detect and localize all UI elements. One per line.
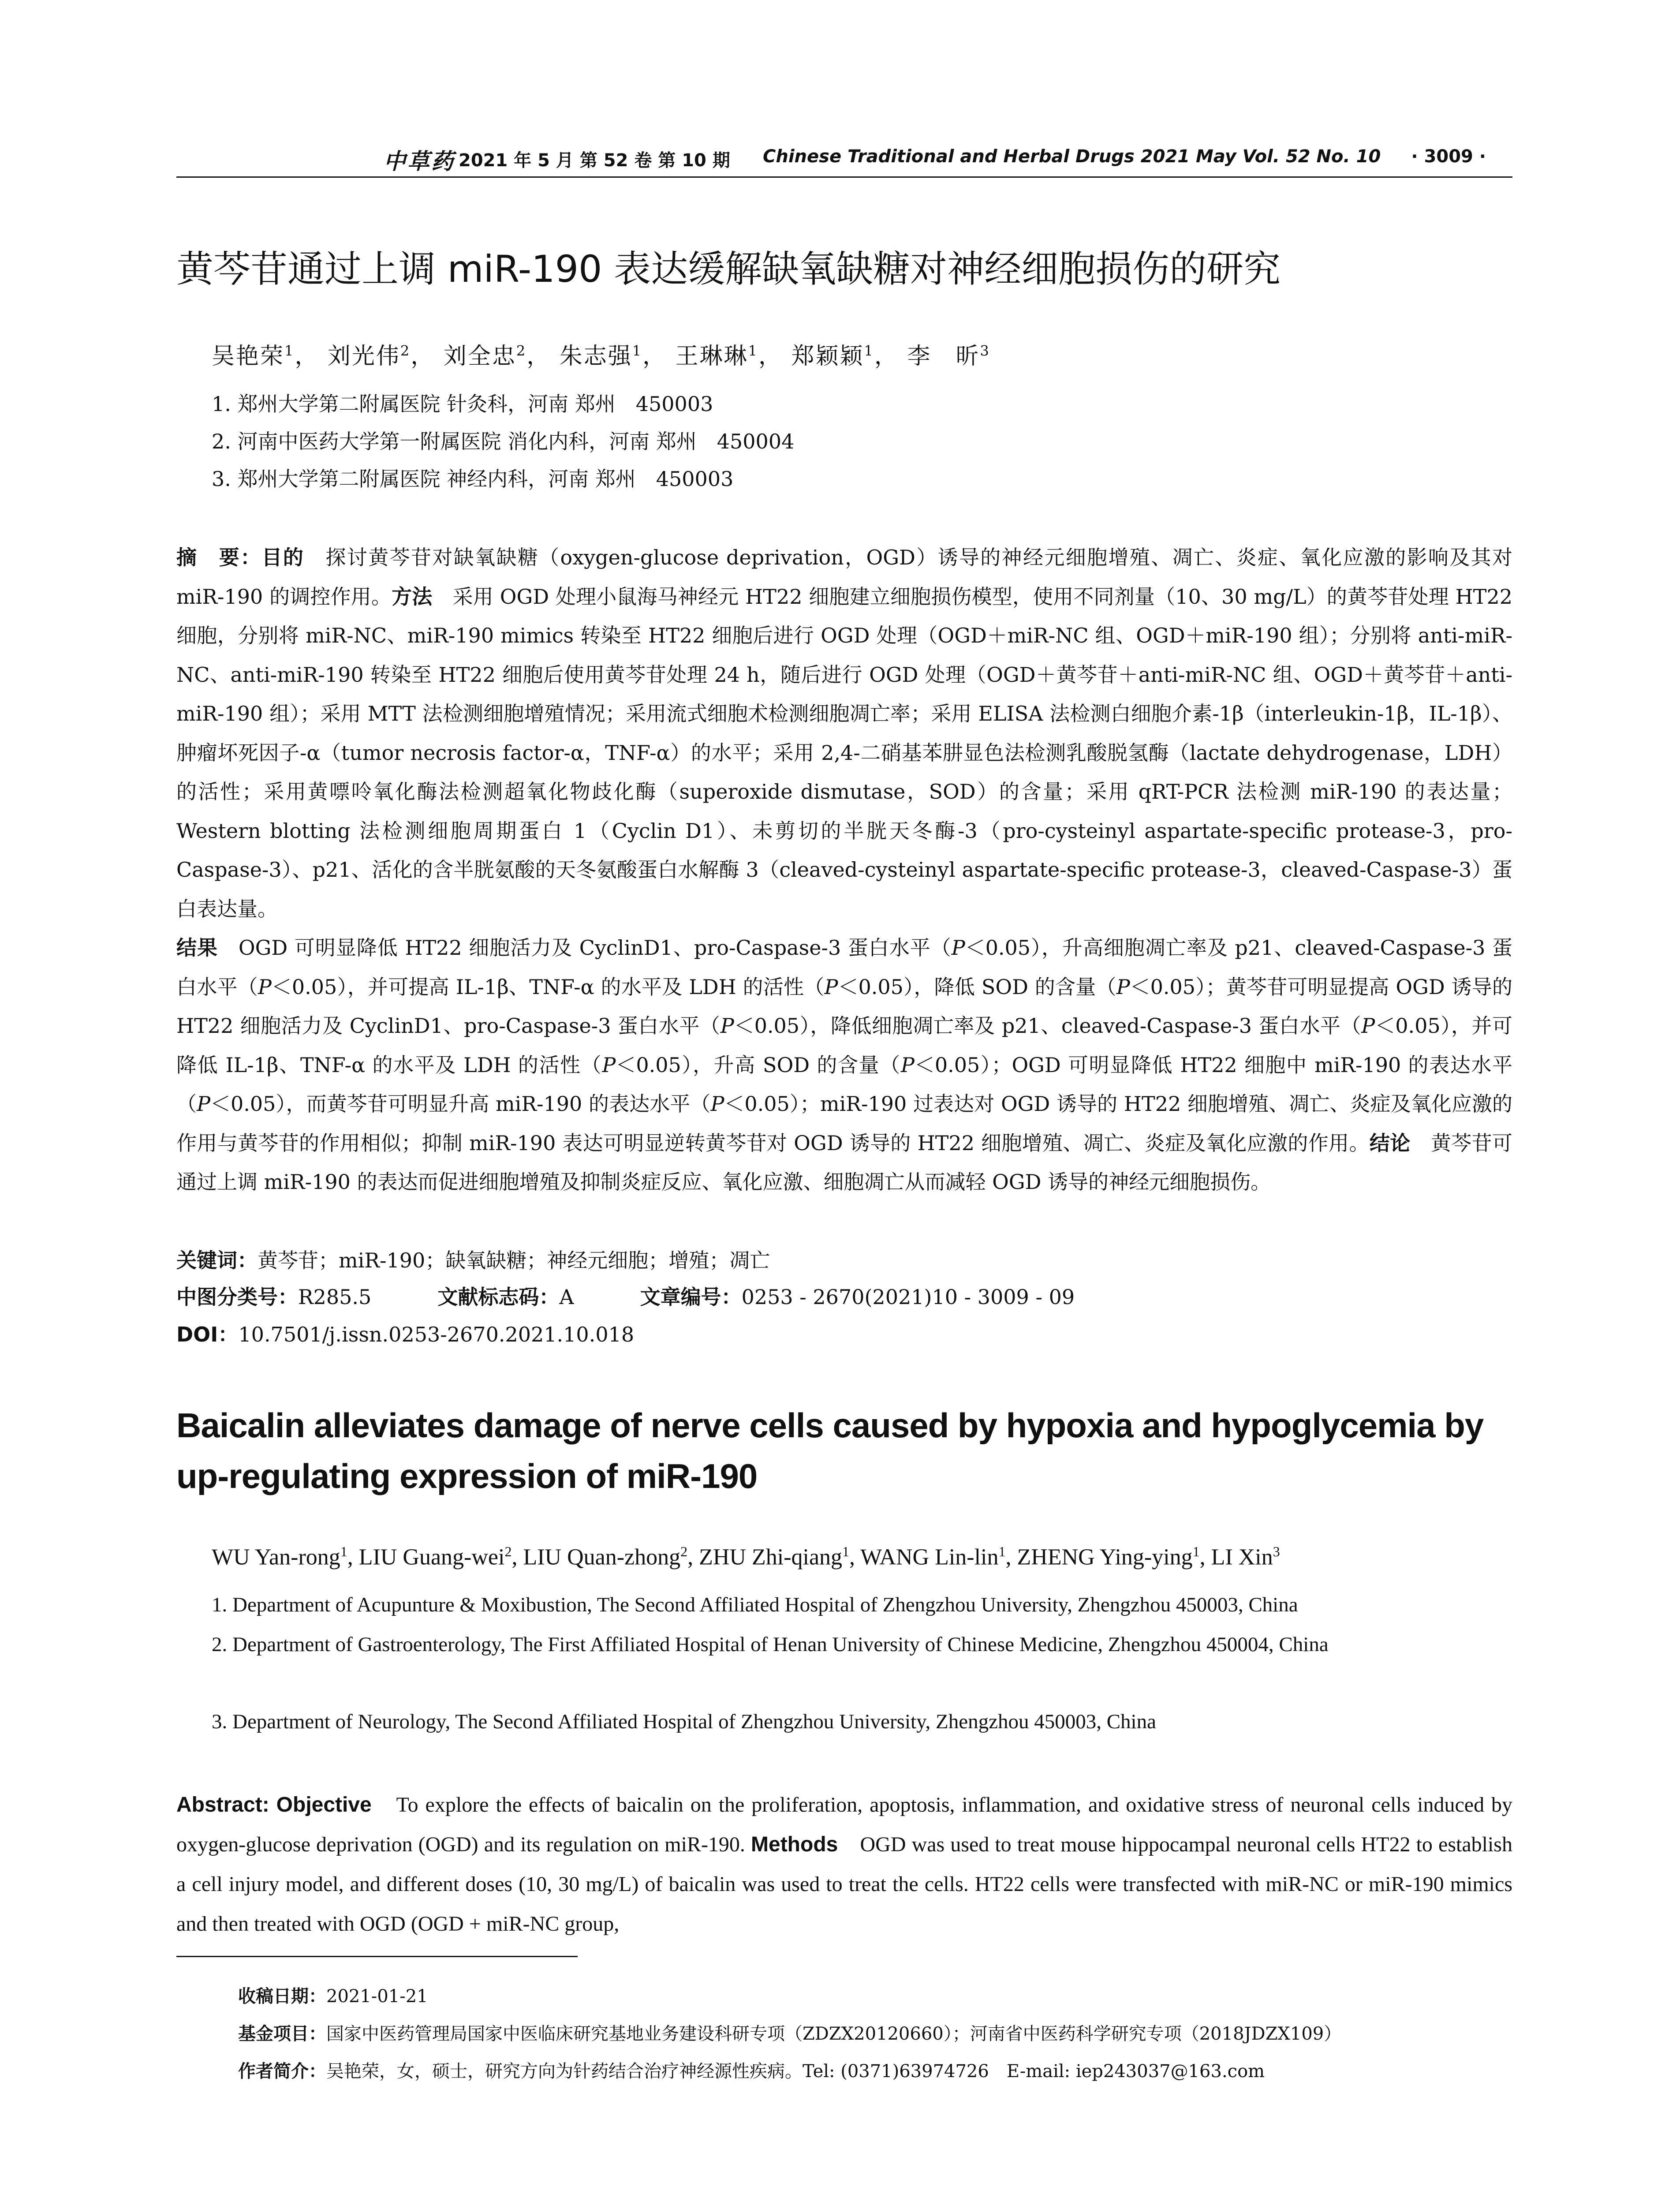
author-bio-label: 作者简介： (238, 2061, 326, 2082)
author-affiliation-mark: 1 (748, 342, 758, 359)
methods-text: OGD was used to treat mouse hippocampal neuronal cells HT22 to establish a cell injury model, and different doses (10, 30 mg/L) of baicalin was used to treat the cells. HT22 cells were transfected with miR-NC or miR-190 mimics and then treated with OGD (OGD + miR-NC group, (176, 1833, 1512, 1936)
affiliation-en: 1. Department of Acupunture & Moxibustion, The Second Affiliated Hospital of Zhengzhou University, Zhengzhou 450003, China (212, 1593, 1298, 1616)
affiliation-cn: 1. 郑州大学第二附属医院 针灸科，河南 郑州 450003 (212, 392, 713, 416)
p-value-symbol: P (900, 1053, 915, 1077)
footnote-received (238, 1982, 428, 2007)
author-list-en: WU Yan-rong$^1$, LIU Guang-wei$^2$, LIU Quan-zhong$^2$, ZHU Zhi-qiang$^1$, WANG Lin-lin$^1$, ZHENG Ying-ying$^1$, LI Xin$^3$ (212, 1544, 1280, 1570)
fund-text: 国家中医药管理局国家中医临床研究基地业务建设科研专项（ZDZX20120660）；河南省中医药科学研究专项（2018JDZX109） (326, 2024, 1342, 2044)
results-text: ＜0.05），升高 SOD 的含量（ (616, 1053, 901, 1077)
author-name: ZHENG Ying-ying (1017, 1544, 1193, 1570)
author-name: 朱志强 (559, 343, 632, 370)
conclusion-text: 黄芩苷可通过上调 miR-190 的表达而促进细胞增殖及抑制炎症反应、氧化应激、细胞凋亡从而减轻 OGD 诱导的神经元细胞损伤。 (176, 1131, 1513, 1194)
affiliation-en: 3. Department of Neurology, The Second Affiliated Hospital of Zhengzhou University, Zhengzhou 450003, China (212, 1710, 1156, 1733)
affiliation-en: 2. Department of Gastroenterology, The First Affiliated Hospital of Henan University of Chinese Medicine, Zhengzhou 450004, China (212, 1633, 1329, 1656)
p-value-symbol: P (710, 1092, 724, 1116)
page-number: · 3009 · (1411, 146, 1486, 167)
results-text: ＜0.05），降低细胞凋亡率及 p21、cleaved-Caspase-3 蛋白水平（ (734, 1014, 1362, 1038)
conclusion-label: 结论 (1369, 1131, 1411, 1155)
author-name: WU Yan-rong (212, 1544, 340, 1570)
methods-label: Methods (751, 1833, 838, 1856)
keywords-label: 关键词： (176, 1248, 258, 1272)
author-name: 吴艳荣 (212, 343, 285, 370)
objective-label: Objective (276, 1793, 372, 1816)
objective-text: 探讨黄芩苷对缺氧缺糖（oxygen-glucose deprivation，OGD）诱导的神经元细胞增殖、凋亡、炎症、氧化应激的影响及其对 miR-190 的调控作用。 (176, 546, 1513, 609)
author-name: LI Xin (1211, 1544, 1273, 1570)
objective-label: 目的 (261, 546, 305, 569)
results-text: ＜0.05）；miR-190 过表达对 OGD 诱导的 HT22 细胞增殖、凋亡、炎症及氧化应激的作用与黄芩苷的作用相似；抑制 miR-190 表达可明显逆转黄芩苷对 OGD 诱导的 HT22 细胞增殖、凋亡、炎症及氧化应激的作用。 (176, 1092, 1513, 1155)
author-name: 刘光伟 (327, 343, 400, 370)
author-bio-text: 吴艳荣，女，硕士，研究方向为针药结合治疗神经源性疾病。Tel: (0371)63974726 E-mail: iep243037@163.com (326, 2061, 1265, 2082)
author-name: 刘全忠 (443, 343, 516, 370)
issue-info-cn: 2021 年 5 月 第 52 卷 第 10 期 (459, 150, 730, 171)
results-text: ＜0.05），降低 SOD 的含量（ (838, 975, 1116, 999)
article-title-en: Baicalin alleviates damage of nerve cells caused by hypoxia and hypoglycemia by up-regulating expression of miR-190 (176, 1406, 1484, 1495)
keywords: 黄芩苷；miR-190；缺氧缺糖；神经元细胞；增殖；凋亡 (258, 1248, 770, 1272)
affiliation-cn: 3. 郑州大学第二附属医院 神经内科，河南 郑州 450003 (212, 467, 734, 491)
author-affiliation-mark: 1 (340, 1544, 347, 1559)
p-value-symbol: P (720, 1014, 734, 1038)
received-label: 收稿日期： (238, 1986, 326, 2007)
received-date: 2021-01-21 (326, 1986, 428, 2007)
keywords-line (176, 1245, 770, 1274)
doi-line (176, 1319, 634, 1348)
author-affiliation-mark: 3 (1273, 1544, 1280, 1559)
author-affiliation-mark: 2 (516, 342, 527, 359)
author-affiliation-mark: 2 (400, 342, 411, 359)
results-text: ＜0.05），而黄芩苷可明显升高 miR-190 的表达水平（ (210, 1092, 711, 1116)
p-value-symbol: P (1116, 975, 1130, 999)
author-affiliation-mark: 1 (864, 342, 874, 359)
affiliation-cn: 2. 河南中医药大学第一附属医院 消化内科，河南 郑州 450004 (212, 430, 795, 453)
objective-text: To explore the effects of baicalin on the proliferation, apoptosis, inflammation, and oxidative stress of neuronal cells induced by oxygen-glucose deprivation (OGD) and its regulation on miR-190. (176, 1793, 1513, 1856)
author-affiliation-mark: 2 (504, 1544, 512, 1559)
results-text: ＜0.05）；OGD 可明显降低 HT22 细胞中 miR-190 的表达水平（ (176, 1053, 1512, 1116)
results-text: ＜0.05），升高细胞凋亡率及 p21、cleaved-Caspase-3 蛋白水平（ (176, 936, 1512, 999)
footnote-author (238, 2057, 1265, 2082)
classification-line (176, 1281, 1075, 1310)
author-affiliation-mark: 1 (284, 342, 295, 359)
running-header (176, 141, 1512, 176)
author-affiliation-mark: 3 (980, 342, 990, 359)
header-rule (176, 176, 1512, 178)
doc-code-label: 文献标志码： (437, 1285, 560, 1309)
author-list-cn: 吴艳荣$^1$， 刘光伟$^2$， 刘全忠$^2$， 朱志强$^1$， 王琳琳$^1$， 郑颖颖$^1$， 李 昕$^3$ (212, 342, 990, 370)
author-name: LIU Guang-wei (358, 1544, 505, 1570)
doc-code-value: A (559, 1285, 574, 1309)
p-value-symbol: P (951, 936, 965, 960)
journal-logo: 中草药 (384, 148, 455, 174)
article-number-label: 文章编号： (640, 1285, 742, 1309)
author-affiliation-mark: 1 (1192, 1544, 1200, 1559)
results-text: ＜0.05），并可降低 IL-1β、TNF-α 的水平及 LDH 的活性（ (176, 1014, 1513, 1077)
clc-label: 中图分类号： (176, 1285, 298, 1309)
author-affiliation-mark: 2 (680, 1544, 688, 1559)
doi-value: 10.7501/j.issn.0253-2670.2021.10.018 (238, 1323, 635, 1346)
article-number-value: 0253 - 2670(2021)10 - 3009 - 09 (741, 1285, 1075, 1309)
p-value-symbol: P (258, 975, 272, 999)
doi-label: DOI： (176, 1323, 239, 1346)
author-name: ZHU Zhi-qiang (699, 1544, 843, 1570)
p-value-symbol: P (824, 975, 838, 999)
footnote-fund (238, 2020, 1341, 2045)
author-name: 李 昕 (907, 343, 980, 370)
issue-info-en: Chinese Traditional and Herbal Drugs 2021 May Vol. 52 No. 10 (763, 146, 1381, 167)
clc-value: R285.5 (298, 1285, 372, 1309)
article-title-cn: 黄芩苷通过上调 miR-190 表达缓解缺氧缺糖对神经细胞损伤的研究 (176, 247, 1281, 291)
author-name: 郑颖颖 (791, 343, 864, 370)
author-name: 王琳琳 (675, 343, 748, 370)
author-affiliation-mark: 1 (632, 342, 643, 359)
footnote-rule (176, 1956, 578, 1957)
p-value-symbol: P (1361, 1014, 1375, 1038)
author-name: LIU Quan-zhong (523, 1544, 681, 1570)
author-name: WANG Lin-lin (860, 1544, 999, 1570)
abstract-label: 摘 要： (176, 546, 262, 569)
methods-text: 采用 OGD 处理小鼠海马神经元 HT22 细胞建立细胞损伤模型，使用不同剂量（10、30 mg/L）的黄芩苷处理 HT22 细胞，分别将 miR-NC、miR-190 mimics 转染至 HT22 细胞后进行 OGD 处理（OGD＋miR-NC 组、OGD＋miR-190 组）；分别将 anti-miR-NC、anti-miR-190 转染至 HT22 细胞后使用黄芩苷处理 24 h，随后进行 OGD 处理（OGD＋黄芩苷＋anti-miR-NC 组、OGD＋黄芩苷＋anti-miR-190 组）；采用 MTT 法检测细胞增殖情况；采用流式细胞术检测细胞凋亡率；采用 ELISA 法检测白细胞介素-1β（interleukin-1β，IL-1β）、肿瘤坏死因子-α（tumor necrosis factor-α，TNF-α）的水平；采用 2,4-二硝基苯肼显色法检测乳酸脱氢酶（lactate dehydrogenase，LDH）的活性；采用黄嘌呤氧化酶法检测超氧化物歧化酶（superoxide dismutase，SOD）的含量；采用 qRT-PCR 法检测 miR-190 的表达量；Western blotting 法检测细胞周期蛋白 1（Cyclin D1）、未剪切的半胱天冬酶-3（pro-cysteinyl aspartate-specific protease-3，pro-Caspase-3）、p21、活化的含半胱氨酸的天冬氨酸蛋白水解酶 3（cleaved-cysteinyl aspartate-specific protease-3，cleaved-Caspase-3）蛋白表达量。 (176, 584, 1513, 921)
fund-label: 基金项目： (238, 2024, 326, 2044)
results-text: OGD 可明显降低 HT22 细胞活力及 CyclinD1、pro-Caspase-3 蛋白水平（ (217, 936, 952, 960)
results-text: ＜0.05）；黄芩苷可明显提高 OGD 诱导的 HT22 细胞活力及 CyclinD1、pro-Caspase-3 蛋白水平（ (176, 975, 1513, 1038)
abstract-label: Abstract: (176, 1793, 269, 1816)
abstract-en (176, 1785, 1512, 1944)
p-value-symbol: P (602, 1053, 616, 1077)
results-label: 结果 (176, 936, 218, 960)
results-text: ＜0.05），并可提高 IL-1β、TNF-α 的水平及 LDH 的活性（ (271, 975, 825, 999)
abstract-cn (176, 538, 1512, 1202)
author-affiliation-mark: 1 (842, 1544, 850, 1559)
p-value-symbol: P (197, 1092, 211, 1116)
author-affiliation-mark: 1 (998, 1544, 1006, 1559)
methods-label: 方法 (392, 584, 433, 609)
